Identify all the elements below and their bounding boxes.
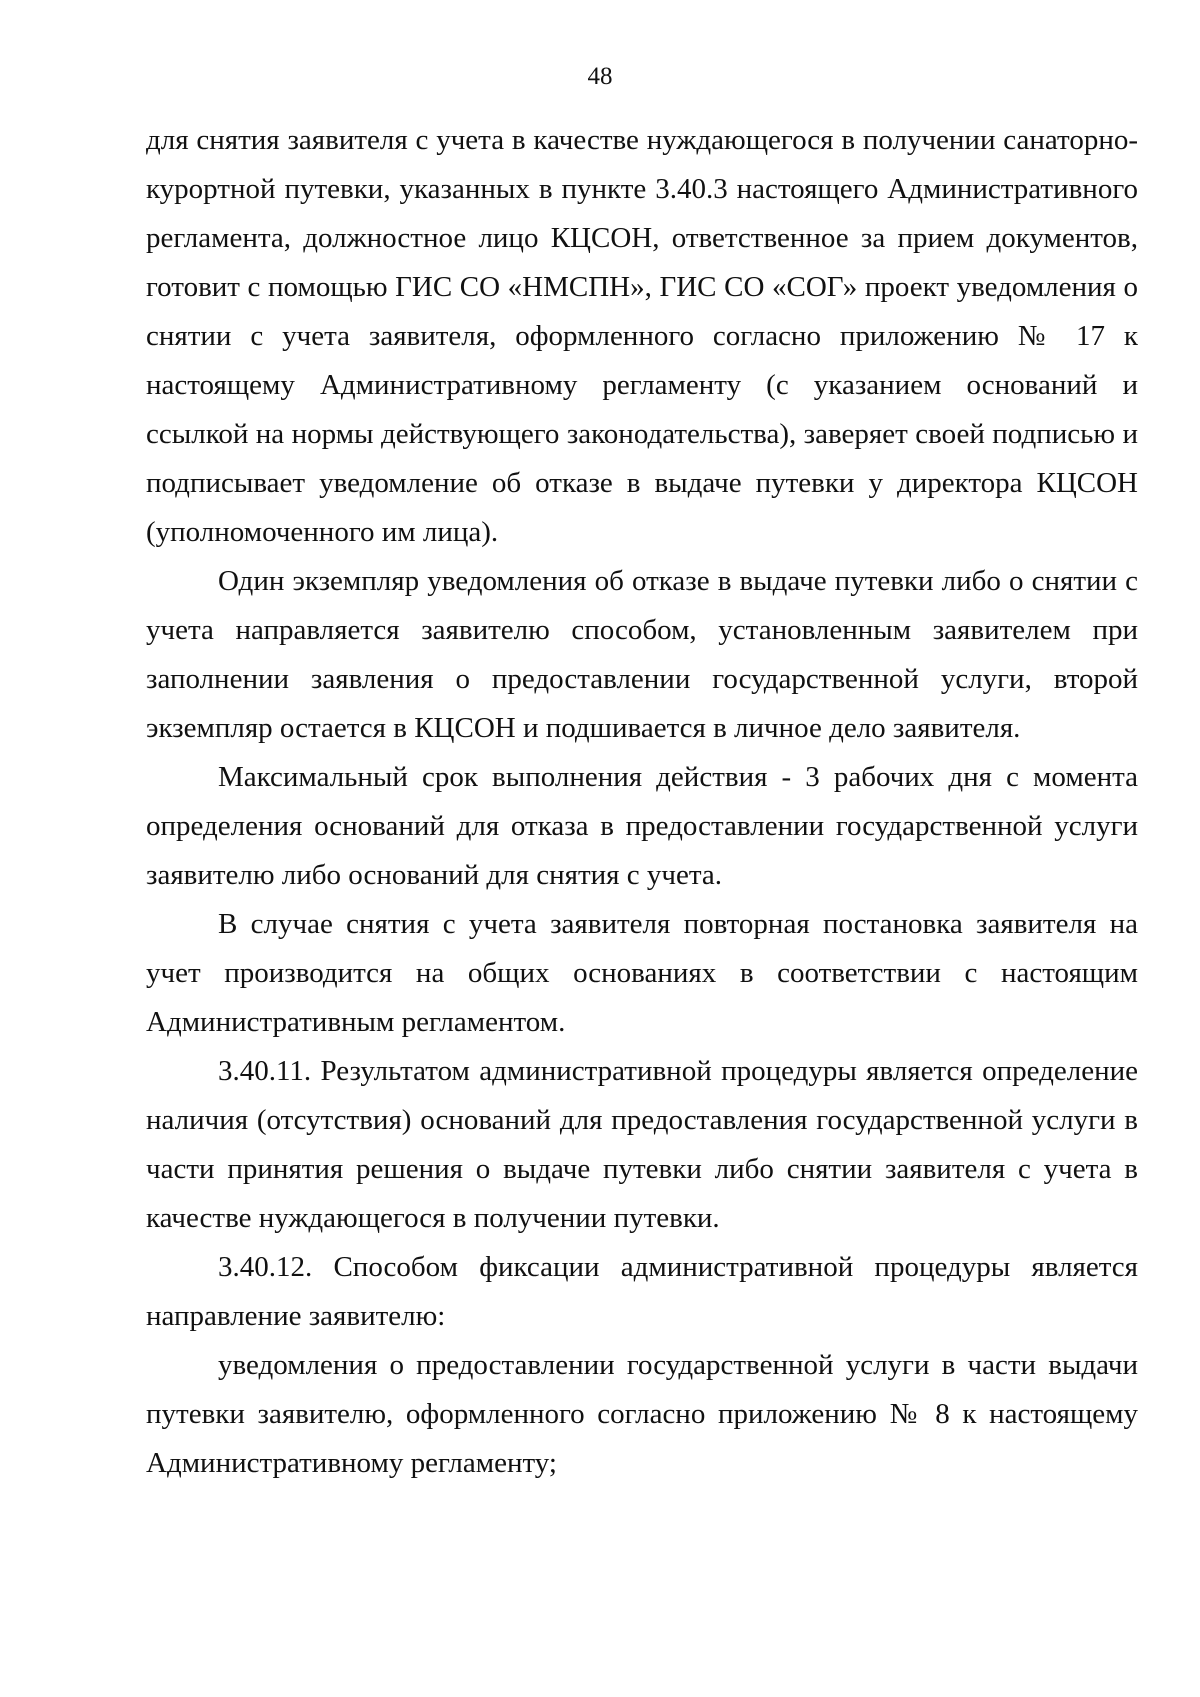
paragraph-4: В случае снятия с учета заявителя повторная постановка заявителя на учет производится на общих основаниях в соответствии с настоящим Административным регламентом. <box>146 908 1138 1038</box>
paragraph-5: 3.40.11. Результатом административной процедуры является определение наличия (отсутствия) оснований для предоставления государственной услуги в части принятия решения о выдаче путевки либо снятии заявителя с учета в качестве нуждающегося в получении путевки. <box>146 1055 1138 1234</box>
paragraph-7: уведомления о предоставлении государственной услуги в части выдачи путевки заявителю, оформленного согласно приложению № 8 к настоящему Административному регламенту; <box>146 1349 1138 1479</box>
page-number: 48 <box>587 63 613 90</box>
paragraph-1: для снятия заявителя с учета в качестве нуждающегося в получении санаторно-курортной путевки, указанных в пункте 3.40.3 настоящего Административного регламента, должностное лицо КЦСОН, ответственное за прием документов, готовит с помощью ГИС СО «НМСПН», ГИС СО «СОГ» проект уведомления о снятии с учета заявителя, оформленного согласно приложению № 17 к настоящему Административному регламенту (с указанием оснований и ссылкой на нормы действующего законодательства), заверяет своей подписью и подписывает уведомление об отказе в выдаче путевки у директора КЦСОН (уполномоченного им лица). <box>146 124 1138 548</box>
paragraph-3: Максимальный срок выполнения действия - 3 рабочих дня с момента определения оснований для отказа в предоставлении государственной услуги заявителю либо оснований для снятия с учета. <box>146 761 1138 891</box>
paragraph-2: Один экземпляр уведомления об отказе в выдаче путевки либо о снятии с учета направляется заявителю способом, установленным заявителем при заполнении заявления о предоставлении государственной услуги, второй экземпляр остается в КЦСОН и подшивается в личное дело заявителя. <box>146 565 1138 744</box>
document-body <box>146 116 1138 1488</box>
paragraph-6: 3.40.12. Способом фиксации административной процедуры является направление заявителю: <box>146 1251 1138 1332</box>
